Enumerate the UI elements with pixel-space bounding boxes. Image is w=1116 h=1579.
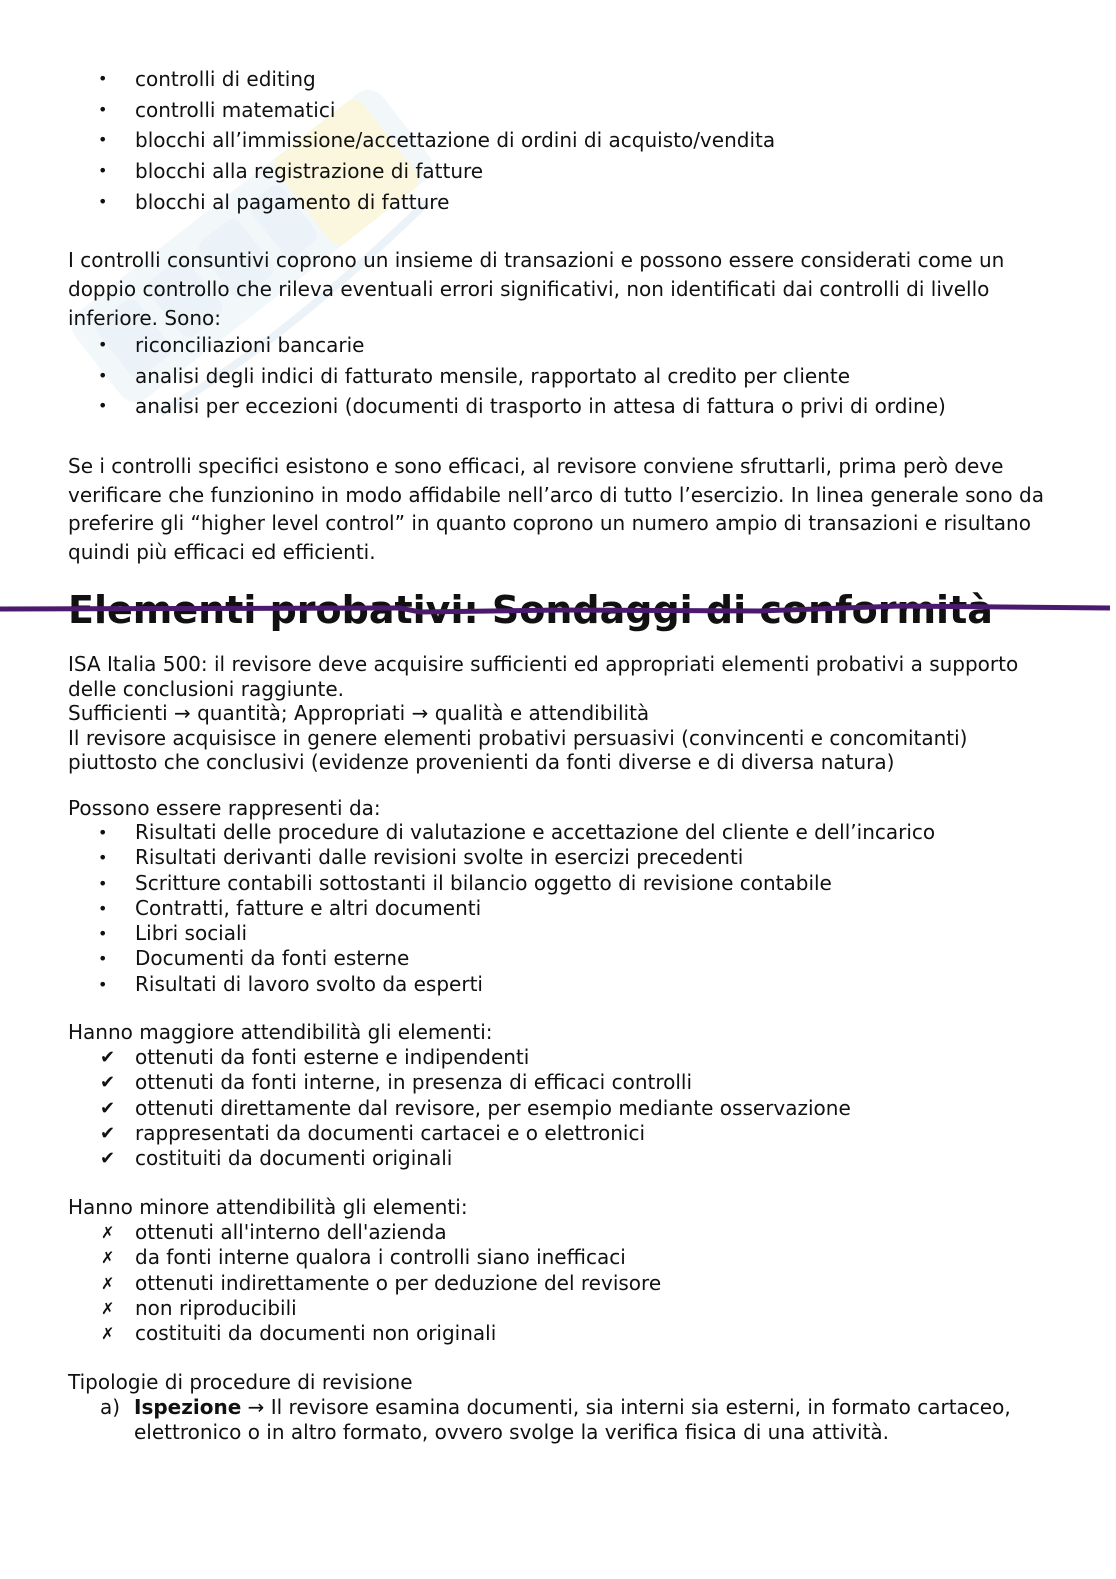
list-item: ✔ ottenuti da fonti interne, in presenza di efficaci controlli <box>100 1070 693 1095</box>
isa-line: Il revisore acquisisce in genere elementi probativi persuasivi (convincenti e concomitanti) piuttosto che conclusivi (evidenze provenienti da fonti diverse e di diversa natura) <box>68 725 968 774</box>
list-item: • Risultati delle procedure di valutazione e accettazione del cliente e dell’incarico <box>98 820 936 844</box>
consuntivi-list <box>0 330 946 422</box>
cross-icon: ✗ <box>101 1223 115 1242</box>
list-item: ✗ non riproducibili <box>101 1295 297 1320</box>
list-item: ✔ rappresentati da documenti cartacei e o elettronici <box>100 1120 646 1145</box>
isa-line: Sufficienti → quantità; Appropriati → qualità e attendibilità <box>68 701 650 725</box>
isa-line: ISA Italia 500: il revisore deve acquisire sufficienti ed appropriati elementi probativi a supporto delle conclusioni raggiunte. <box>68 652 1019 701</box>
list-item: • analisi per eccezioni (documenti di trasporto in attesa di fattura o privi di ordine) <box>98 394 946 419</box>
checkmark-icon: ✔ <box>100 1148 116 1170</box>
procedure-item-ispezione <box>100 1395 1060 1444</box>
list-item: • controlli matematici <box>98 97 336 122</box>
checkmark-icon: ✔ <box>100 1047 116 1068</box>
tipologie-intro: Tipologie di procedure di revisione <box>68 1370 413 1394</box>
list-item: • controlli di editing <box>98 67 316 91</box>
list-item: ✔ costituiti da documenti originali <box>100 1146 453 1171</box>
cross-icon: ✗ <box>101 1248 115 1268</box>
minore-list <box>0 1220 661 1346</box>
list-item: ✗ ottenuti all'interno dell'azienda <box>101 1220 447 1244</box>
list-item: • Risultati di lavoro svolto da esperti <box>98 971 483 996</box>
list-item: • blocchi all’immissione/accettazione di ordini di acquisto/vendita <box>98 128 776 153</box>
list-item: ✔ ottenuti da fonti esterne e indipendenti <box>100 1045 530 1069</box>
procedure-text: Ispezione → Il revisore esamina documenti, sia interni sia esterni, in formato cartaceo, elettronico o in altro formato, ovvero svolge la verifica fisica di una attività. <box>134 1395 1011 1444</box>
rappresentati-intro: Possono essere rappresenti da: <box>68 796 381 820</box>
list-item: ✗ ottenuti indirettamente o per deduzione del revisore <box>101 1270 662 1295</box>
maggiore-intro: Hanno maggiore attendibilità gli elementi: <box>68 1020 493 1044</box>
isa-paragraph <box>68 652 1058 775</box>
list-item: ✗ da fonti interne qualora i controlli siano inefficaci <box>101 1245 626 1270</box>
strike-line-icon <box>0 602 1110 616</box>
list-item: • Contratti, fatture e altri documenti <box>98 895 482 920</box>
list-item: ✔ ottenuti direttamente dal revisore, per esempio mediante osservazione <box>100 1095 851 1120</box>
checkmark-icon: ✔ <box>100 1072 116 1094</box>
list-item: • analisi degli indici di fatturato mensile, rapportato al credito per cliente <box>98 363 851 388</box>
cross-icon: ✗ <box>101 1324 115 1344</box>
cross-icon: ✗ <box>101 1298 115 1318</box>
procedure-label: a) <box>100 1395 121 1419</box>
list-item: ✗ costituiti da documenti non originali <box>101 1321 497 1346</box>
rappresentati-list <box>0 820 935 997</box>
procedure-term: Ispezione <box>134 1395 242 1419</box>
maggiore-list <box>0 1045 851 1171</box>
minore-intro: Hanno minore attendibilità gli elementi: <box>68 1195 468 1219</box>
list-item: • Risultati derivanti dalle revisioni svolte in esercizi precedenti <box>98 845 744 870</box>
list-item: • Scritture contabili sottostanti il bilancio oggetto di revisione contabile <box>98 870 832 895</box>
checkmark-icon: ✔ <box>100 1097 116 1119</box>
list-item: • Documenti da fonti esterne <box>98 946 410 971</box>
list-item: • blocchi al pagamento di fatture <box>98 189 450 214</box>
specifici-paragraph: Se i controlli specifici esistono e sono efficaci, al revisore conviene sfruttarli, prima però deve verificare che funzionino in modo affidabile nell’arco di tutto l’esercizio. In linea generale sono da preferire gli “higher level control” in quanto coprono un numero ampio di transazioni e risultano quindi più efficaci ed efficienti. <box>68 454 1044 564</box>
editing-controls-list <box>0 64 775 217</box>
cross-icon: ✗ <box>101 1273 115 1293</box>
list-item: • blocchi alla registrazione di fatture <box>98 159 484 184</box>
checkmark-icon: ✔ <box>100 1122 116 1144</box>
consuntivi-paragraph: I controlli consuntivi coprono un insieme di transazioni e possono essere considerati come un doppio controllo che rileva eventuali errori significativi, non identificati dai controlli di livello inferiore. Sono: <box>68 248 1005 330</box>
section-heading: Elementi probativi: Sondaggi di conformità <box>68 588 993 632</box>
list-item: • Libri sociali <box>98 921 248 946</box>
list-item: • riconciliazioni bancarie <box>98 333 365 357</box>
